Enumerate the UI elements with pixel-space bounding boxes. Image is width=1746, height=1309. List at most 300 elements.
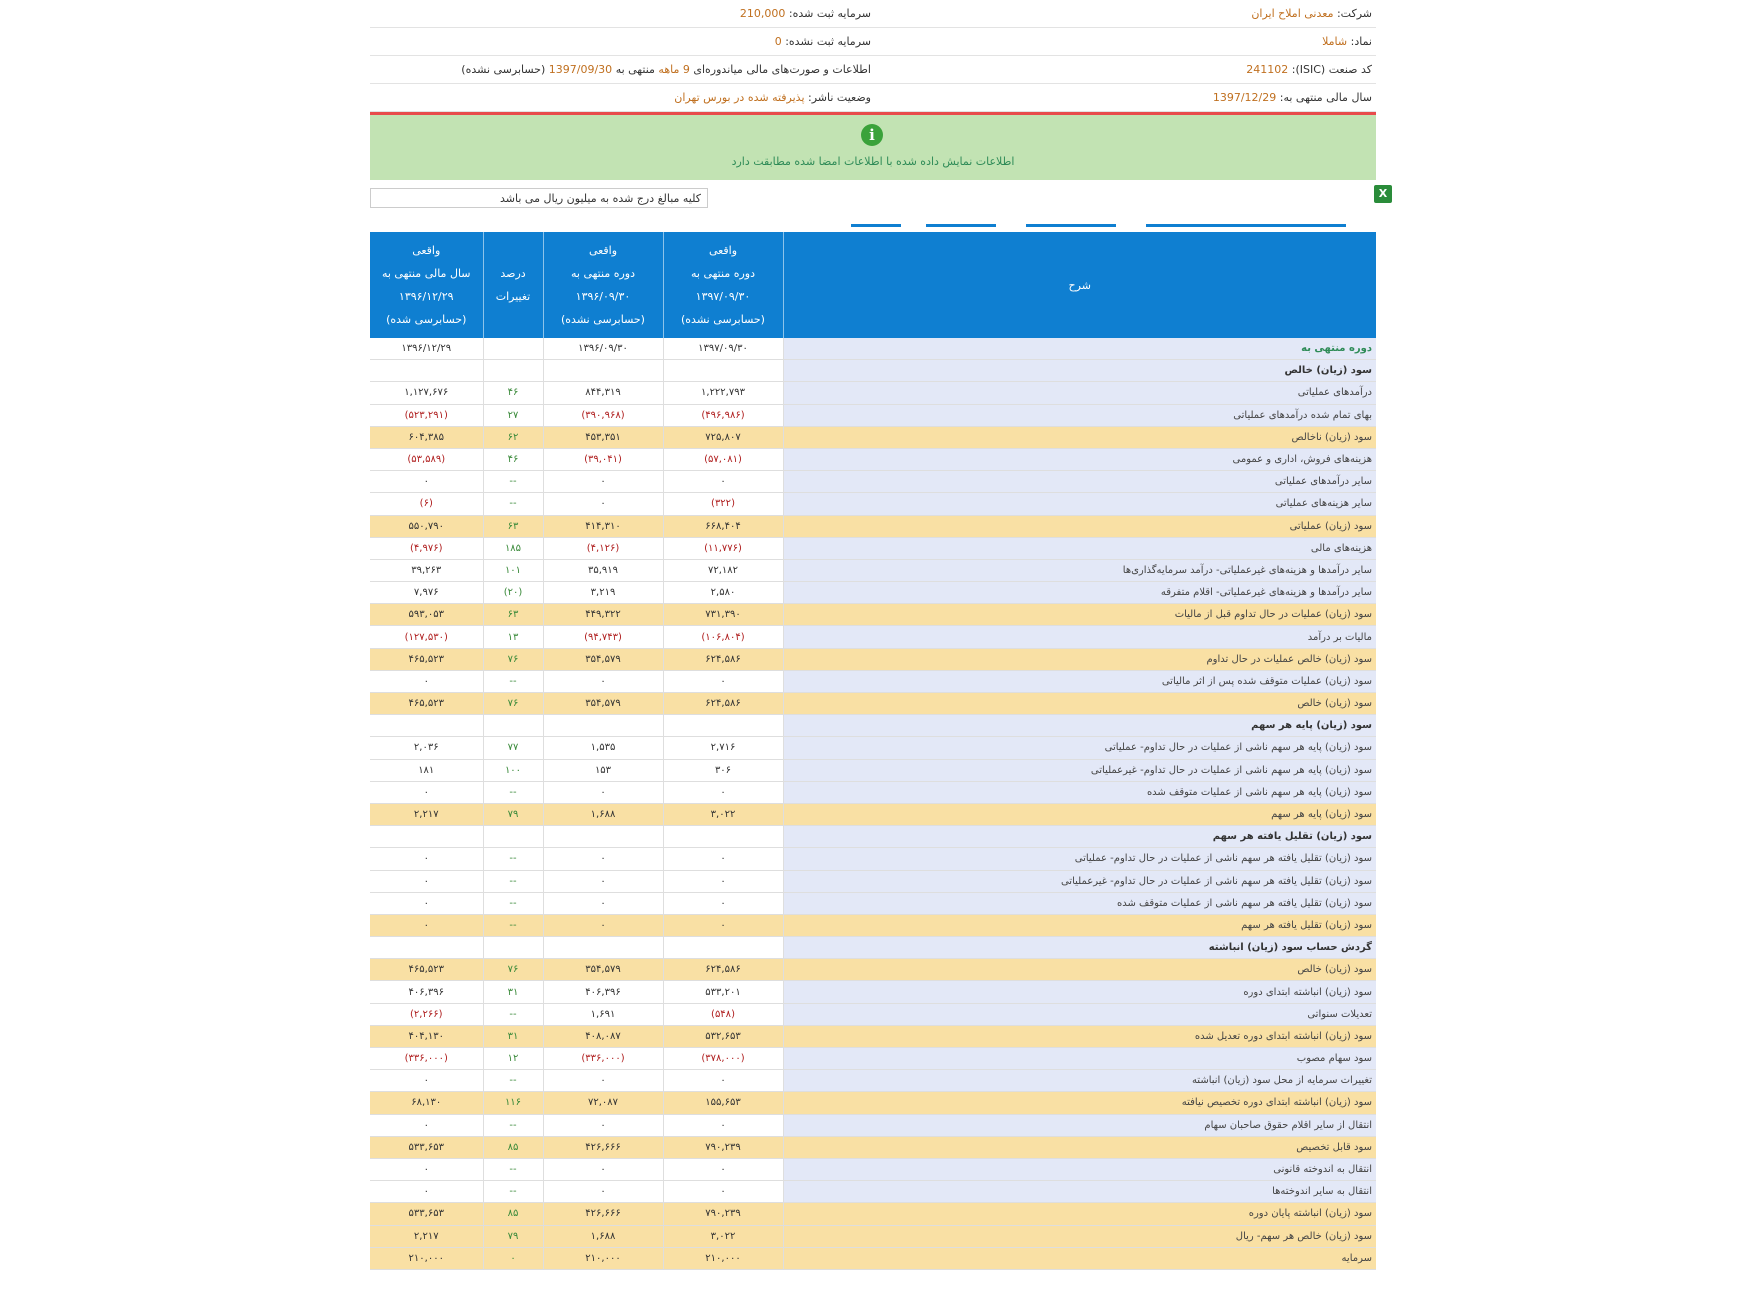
decoration-bar <box>1146 224 1346 227</box>
cell-current-period: ۰ <box>663 848 783 870</box>
cell-prior-period <box>543 937 663 959</box>
row-description: سود (زیان) پایه هر سهم <box>783 715 1376 737</box>
info-row <box>370 0 1376 28</box>
cell-prior-period: (۳۹۰,۹۶۸) <box>543 404 663 426</box>
cell-prior-period: ۲۱۰,۰۰۰ <box>543 1247 663 1269</box>
cell-current-period: ۳,۰۲۲ <box>663 803 783 825</box>
cell-prior-period: ۰ <box>543 848 663 870</box>
table-row <box>370 737 1376 759</box>
unit-note: کلیه مبالغ درج شده به میلیون ریال می باشد <box>370 188 708 208</box>
cell-prior-fiscal-year: ۴۰۴,۱۳۰ <box>370 1025 483 1047</box>
cell-change-percent: ۸۵ <box>483 1203 543 1225</box>
cell-change-percent: ۱۸۵ <box>483 537 543 559</box>
row-description: سود (زیان) انباشته ابتدای دوره تعدیل شده <box>783 1025 1376 1047</box>
cell-current-period: ۷۹۰,۲۳۹ <box>663 1203 783 1225</box>
table-row <box>370 1092 1376 1114</box>
cell-current-period: ۰ <box>663 670 783 692</box>
cell-prior-fiscal-year: ۰ <box>370 1158 483 1180</box>
registered-capital-value: 210,000 <box>739 7 786 20</box>
cell-prior-period: ۰ <box>543 781 663 803</box>
cell-prior-period: ۳,۲۱۹ <box>543 582 663 604</box>
table-row <box>370 715 1376 737</box>
cell-change-percent: -- <box>483 892 543 914</box>
cell-prior-fiscal-year: ۰ <box>370 892 483 914</box>
cell-prior-period: ۱,۶۸۸ <box>543 803 663 825</box>
row-description: سود (زیان) ناخالص <box>783 426 1376 448</box>
cell-prior-period: ۱,۶۸۸ <box>543 1225 663 1247</box>
income-statement-table <box>370 232 1376 1270</box>
cell-current-period: ۰ <box>663 870 783 892</box>
row-description: درآمدهای عملیاتی <box>783 382 1376 404</box>
row-description: گردش حساب سود (زیان) انباشته <box>783 937 1376 959</box>
cell-prior-fiscal-year: ۶۰۴,۳۸۵ <box>370 426 483 448</box>
cell-current-period: (۴۹۶,۹۸۶) <box>663 404 783 426</box>
table-row <box>370 338 1376 360</box>
cell-change-percent: ۷۶ <box>483 648 543 670</box>
report-title-mid: منتهی به <box>615 63 655 76</box>
cell-current-period <box>663 937 783 959</box>
table-row <box>370 670 1376 692</box>
cell-prior-period: ۴۲۶,۶۶۶ <box>543 1203 663 1225</box>
cell-prior-period <box>543 715 663 737</box>
row-description: سایر درآمدهای عملیاتی <box>783 471 1376 493</box>
cell-prior-period: ۰ <box>543 1114 663 1136</box>
table-row <box>370 1136 1376 1158</box>
row-description: انتقال به اندوخته قانونی <box>783 1158 1376 1180</box>
cell-current-period <box>663 715 783 737</box>
row-description: مالیات بر درآمد <box>783 626 1376 648</box>
publisher-status-label: وضعیت ناشر: <box>808 91 871 104</box>
row-description: سود (زیان) انباشته ابتدای دوره <box>783 981 1376 1003</box>
fiscal-year-value: 1397/12/29 <box>1212 91 1277 104</box>
cell-prior-fiscal-year: (۴,۹۷۶) <box>370 537 483 559</box>
cell-prior-period: ۰ <box>543 914 663 936</box>
table-row <box>370 959 1376 981</box>
cell-change-percent: -- <box>483 848 543 870</box>
publisher-status-cell <box>370 84 875 112</box>
row-description: سود قابل تخصیص <box>783 1136 1376 1158</box>
verification-banner <box>370 115 1376 180</box>
row-description: انتقال از سایر اقلام حقوق صاحبان سهام <box>783 1114 1376 1136</box>
table-row <box>370 582 1376 604</box>
cell-change-percent <box>483 360 543 382</box>
table-row <box>370 448 1376 470</box>
table-row <box>370 648 1376 670</box>
cell-prior-fiscal-year: ۵۳۳,۶۵۳ <box>370 1136 483 1158</box>
cell-prior-period: ۱۵۳ <box>543 759 663 781</box>
cell-prior-fiscal-year: ۰ <box>370 1114 483 1136</box>
cell-prior-fiscal-year: ۲,۲۱۷ <box>370 803 483 825</box>
cell-current-period: ۰ <box>663 1114 783 1136</box>
cell-current-period: ۵۳۲,۶۵۳ <box>663 1025 783 1047</box>
cell-current-period: ۰ <box>663 914 783 936</box>
info-row <box>370 28 1376 56</box>
cell-change-percent: ۳۱ <box>483 981 543 1003</box>
row-description: سود (زیان) خالص هر سهم- ریال <box>783 1225 1376 1247</box>
table-body <box>370 338 1376 1269</box>
row-description: سود سهام مصوب <box>783 1048 1376 1070</box>
row-description: سود (زیان) انباشته ابتدای دوره تخصیص نیافته <box>783 1092 1376 1114</box>
row-description: سود (زیان) عملیات در حال تداوم قبل از مالیات <box>783 604 1376 626</box>
cell-prior-period: ۰ <box>543 1158 663 1180</box>
row-description: سود (زیان) تقلیل یافته هر سهم ناشی از عملیات در حال تداوم- غیرعملیاتی <box>783 870 1376 892</box>
cell-prior-fiscal-year: ۴۶۵,۵۲۳ <box>370 959 483 981</box>
table-row <box>370 1070 1376 1092</box>
cell-prior-fiscal-year: ۱,۱۲۷,۶۷۶ <box>370 382 483 404</box>
cell-change-percent: -- <box>483 781 543 803</box>
cell-current-period: ۰ <box>663 1158 783 1180</box>
cell-current-period: ۷۹۰,۲۳۹ <box>663 1136 783 1158</box>
report-months: 9 ماهه <box>658 63 690 76</box>
table-row <box>370 515 1376 537</box>
decoration-bar <box>926 224 996 227</box>
cell-change-percent: -- <box>483 493 543 515</box>
cell-prior-fiscal-year <box>370 826 483 848</box>
cell-current-period: ۰ <box>663 1070 783 1092</box>
cell-prior-fiscal-year: ۰ <box>370 1181 483 1203</box>
row-description: سود (زیان) خالص <box>783 959 1376 981</box>
info-icon: i <box>861 124 883 146</box>
row-description: سایر هزینه‌های عملیاتی <box>783 493 1376 515</box>
table-row <box>370 937 1376 959</box>
cell-prior-period: ۴۲۶,۶۶۶ <box>543 1136 663 1158</box>
cell-prior-fiscal-year: ۵۹۳,۰۵۳ <box>370 604 483 626</box>
cell-prior-fiscal-year: ۰ <box>370 848 483 870</box>
table-row <box>370 626 1376 648</box>
row-description: سایر درآمدها و هزینه‌های غیرعملیاتی- درآمد سرمایه‌گذاری‌ها <box>783 559 1376 581</box>
cell-prior-period: ۴۰۶,۳۹۶ <box>543 981 663 1003</box>
cell-prior-period: ۳۵۴,۵۷۹ <box>543 959 663 981</box>
table-row <box>370 404 1376 426</box>
info-row <box>370 56 1376 84</box>
cell-change-percent: ۰ <box>483 1247 543 1269</box>
table-row <box>370 1181 1376 1203</box>
row-description: سود (زیان) پایه هر سهم ناشی از عملیات در حال تداوم- غیرعملیاتی <box>783 759 1376 781</box>
cell-current-period: ۳۰۶ <box>663 759 783 781</box>
row-description: سود (زیان) خالص <box>783 360 1376 382</box>
cell-change-percent: -- <box>483 1114 543 1136</box>
table-row <box>370 382 1376 404</box>
table-header-row <box>370 232 1376 338</box>
cell-change-percent: ۱۰۰ <box>483 759 543 781</box>
company-info-table <box>370 0 1376 112</box>
row-description: سود (زیان) تقلیل یافته هر سهم <box>783 914 1376 936</box>
cell-current-period: ۱۳۹۷/۰۹/۳۰ <box>663 338 783 360</box>
cell-change-percent <box>483 937 543 959</box>
table-row <box>370 981 1376 1003</box>
fiscal-year-label: سال مالی منتهی به: <box>1279 91 1372 104</box>
cell-change-percent <box>483 715 543 737</box>
cell-current-period: ۵۳۳,۲۰۱ <box>663 981 783 1003</box>
cell-change-percent: -- <box>483 1003 543 1025</box>
header-current-period: واقعی دوره منتهی به ۱۳۹۷/۰۹/۳۰ (حسابرسی نشده) <box>663 232 783 338</box>
cell-prior-fiscal-year: ۰ <box>370 870 483 892</box>
symbol-value[interactable]: شاملا <box>1322 35 1348 48</box>
row-description: سود (زیان) پایه هر سهم <box>783 803 1376 825</box>
table-row <box>370 559 1376 581</box>
cell-prior-fiscal-year: (۶) <box>370 493 483 515</box>
cell-prior-fiscal-year <box>370 715 483 737</box>
cell-change-percent: ۷۹ <box>483 1225 543 1247</box>
cell-current-period: ۶۶۸,۴۰۴ <box>663 515 783 537</box>
cell-prior-period: ۴۰۸,۰۸۷ <box>543 1025 663 1047</box>
cell-prior-fiscal-year <box>370 360 483 382</box>
cell-current-period: (۱۰۶,۸۰۴) <box>663 626 783 648</box>
cell-current-period: (۳۲۲) <box>663 493 783 515</box>
cell-current-period: (۱۱,۷۷۶) <box>663 537 783 559</box>
cell-current-period: ۶۲۴,۵۸۶ <box>663 693 783 715</box>
cell-prior-fiscal-year: ۰ <box>370 1070 483 1092</box>
table-row <box>370 1225 1376 1247</box>
cell-prior-period: ۰ <box>543 870 663 892</box>
table-row <box>370 693 1376 715</box>
cell-change-percent: ۱۳ <box>483 626 543 648</box>
cell-prior-fiscal-year: (۲,۲۶۶) <box>370 1003 483 1025</box>
row-description: هزینه‌های مالی <box>783 537 1376 559</box>
row-description: سرمایه <box>783 1247 1376 1269</box>
cell-change-percent: -- <box>483 471 543 493</box>
cell-change-percent: -- <box>483 670 543 692</box>
table-row <box>370 826 1376 848</box>
cell-current-period: ۱,۲۲۲,۷۹۳ <box>663 382 783 404</box>
table-row <box>370 537 1376 559</box>
decoration-bar <box>1026 224 1116 227</box>
cell-change-percent: (۲۰) <box>483 582 543 604</box>
cell-current-period: (۵۴۸) <box>663 1003 783 1025</box>
cell-prior-fiscal-year: (۱۲۷,۵۳۰) <box>370 626 483 648</box>
cell-current-period: ۰ <box>663 781 783 803</box>
cell-change-percent: -- <box>483 1158 543 1180</box>
cell-current-period: ۲۱۰,۰۰۰ <box>663 1247 783 1269</box>
cell-prior-period: ۱,۶۹۱ <box>543 1003 663 1025</box>
cell-current-period <box>663 826 783 848</box>
cell-prior-fiscal-year: ۴۶۵,۵۲۳ <box>370 693 483 715</box>
cell-prior-fiscal-year: ۳۹,۲۶۳ <box>370 559 483 581</box>
cell-prior-fiscal-year: ۰ <box>370 781 483 803</box>
cell-current-period <box>663 360 783 382</box>
symbol-cell <box>875 28 1376 56</box>
table-row <box>370 781 1376 803</box>
cell-prior-period: ۰ <box>543 892 663 914</box>
decoration-bar <box>851 224 901 227</box>
cell-current-period: ۷۲,۱۸۲ <box>663 559 783 581</box>
cell-change-percent: ۷۶ <box>483 693 543 715</box>
cell-current-period: ۰ <box>663 892 783 914</box>
table-row <box>370 604 1376 626</box>
table-row <box>370 1247 1376 1269</box>
table-row <box>370 1203 1376 1225</box>
cell-prior-period: ۰ <box>543 471 663 493</box>
cell-prior-fiscal-year: ۲۱۰,۰۰۰ <box>370 1247 483 1269</box>
fiscal-year-cell <box>875 84 1376 112</box>
row-description: سود (زیان) پایه هر سهم ناشی از عملیات در حال تداوم- عملیاتی <box>783 737 1376 759</box>
report-title-post: (حسابرسی نشده) <box>461 63 546 76</box>
report-title-cell <box>370 56 875 84</box>
isic-label: کد صنعت (ISIC): <box>1291 63 1372 76</box>
cell-change-percent: ۶۳ <box>483 604 543 626</box>
cell-prior-fiscal-year: (۵۲۳,۲۹۱) <box>370 404 483 426</box>
table-row <box>370 493 1376 515</box>
unregistered-capital-value: 0 <box>774 35 782 48</box>
verification-message: اطلاعات نمایش داده شده با اطلاعات امضا شده مطابقت دارد <box>731 155 1015 168</box>
cell-prior-fiscal-year: ۵۳۳,۶۵۳ <box>370 1203 483 1225</box>
row-description: سود (زیان) تقلیل یافته هر سهم ناشی از عملیات متوقف شده <box>783 892 1376 914</box>
cell-prior-period: ۰ <box>543 493 663 515</box>
toolbar <box>370 180 1388 232</box>
cell-change-percent: ۱۱۶ <box>483 1092 543 1114</box>
cell-current-period: ۲,۵۸۰ <box>663 582 783 604</box>
cell-change-percent: ۷۹ <box>483 803 543 825</box>
cell-prior-period <box>543 826 663 848</box>
cell-change-percent: ۳۱ <box>483 1025 543 1047</box>
row-description: سود (زیان) عملیات متوقف شده پس از اثر مالیاتی <box>783 670 1376 692</box>
cell-change-percent: ۱۲ <box>483 1048 543 1070</box>
cell-prior-period: ۷۲,۰۸۷ <box>543 1092 663 1114</box>
cell-prior-fiscal-year: ۰ <box>370 914 483 936</box>
row-description: سایر درآمدها و هزینه‌های غیرعملیاتی- اقلام متفرقه <box>783 582 1376 604</box>
cell-current-period: ۳,۰۲۲ <box>663 1225 783 1247</box>
cell-prior-fiscal-year: ۰ <box>370 471 483 493</box>
table-row <box>370 360 1376 382</box>
registered-capital-label: سرمایه ثبت شده: <box>788 7 871 20</box>
header-prior-period: واقعی دوره منتهی به ۱۳۹۶/۰۹/۳۰ (حسابرسی نشده) <box>543 232 663 338</box>
cell-change-percent: ۴۶ <box>483 448 543 470</box>
cell-prior-fiscal-year: (۳۳۶,۰۰۰) <box>370 1048 483 1070</box>
cell-current-period: ۷۲۵,۸۰۷ <box>663 426 783 448</box>
table-row <box>370 1114 1376 1136</box>
row-description: سود (زیان) تقلیل یافته هر سهم <box>783 826 1376 848</box>
cell-current-period: ۶۲۴,۵۸۶ <box>663 959 783 981</box>
cell-prior-period: ۳۵۴,۵۷۹ <box>543 648 663 670</box>
table-row <box>370 1048 1376 1070</box>
row-description: تعدیلات سنواتی <box>783 1003 1376 1025</box>
cell-prior-fiscal-year: ۵۵۰,۷۹۰ <box>370 515 483 537</box>
cell-prior-fiscal-year: ۰ <box>370 670 483 692</box>
company-value: معدنی املاح ایران <box>1251 7 1334 20</box>
row-description: انتقال به سایر اندوخته‌ها <box>783 1181 1376 1203</box>
cell-current-period: ۰ <box>663 1181 783 1203</box>
registered-capital-cell <box>370 0 875 28</box>
company-cell <box>875 0 1376 28</box>
cell-prior-fiscal-year: ۶۸,۱۳۰ <box>370 1092 483 1114</box>
table-row <box>370 759 1376 781</box>
cell-prior-fiscal-year: ۷,۹۷۶ <box>370 582 483 604</box>
row-description: سود (زیان) پایه هر سهم ناشی از عملیات متوقف شده <box>783 781 1376 803</box>
table-row <box>370 471 1376 493</box>
cell-prior-fiscal-year: ۲,۰۳۶ <box>370 737 483 759</box>
row-description: هزینه‌های فروش، اداری و عمومی <box>783 448 1376 470</box>
cell-current-period: ۲,۷۱۶ <box>663 737 783 759</box>
cell-prior-period <box>543 360 663 382</box>
cell-prior-period: ۴۴۹,۳۲۲ <box>543 604 663 626</box>
cell-prior-period: ۸۴۴,۳۱۹ <box>543 382 663 404</box>
row-description: سود (زیان) خالص عملیات در حال تداوم <box>783 648 1376 670</box>
cell-prior-period: ۴۵۳,۳۵۱ <box>543 426 663 448</box>
cell-current-period: ۷۳۱,۳۹۰ <box>663 604 783 626</box>
cell-prior-period: ۳۵,۹۱۹ <box>543 559 663 581</box>
table-row <box>370 848 1376 870</box>
cell-prior-period: (۳۳۶,۰۰۰) <box>543 1048 663 1070</box>
cell-change-percent: ۸۵ <box>483 1136 543 1158</box>
cell-prior-period: (۴,۱۲۶) <box>543 537 663 559</box>
cell-prior-fiscal-year: ۴۶۵,۵۲۳ <box>370 648 483 670</box>
cell-prior-period: ۰ <box>543 670 663 692</box>
excel-export-icon[interactable]: X <box>1374 185 1392 203</box>
row-description: دوره منتهی به <box>783 338 1376 360</box>
report-page <box>370 0 1388 1270</box>
cell-prior-fiscal-year: ۱۳۹۶/۱۲/۲۹ <box>370 338 483 360</box>
cell-change-percent: ۷۷ <box>483 737 543 759</box>
cell-change-percent: -- <box>483 1070 543 1092</box>
row-description: تغییرات سرمایه از محل سود (زیان) انباشته <box>783 1070 1376 1092</box>
cell-prior-fiscal-year: (۵۳,۵۸۹) <box>370 448 483 470</box>
cell-current-period: (۵۷,۰۸۱) <box>663 448 783 470</box>
cell-prior-fiscal-year <box>370 937 483 959</box>
cell-prior-fiscal-year: ۴۰۶,۳۹۶ <box>370 981 483 1003</box>
report-title-pre: اطلاعات و صورت‌های مالی میاندوره‌ای <box>693 63 871 76</box>
cell-prior-fiscal-year: ۲,۲۱۷ <box>370 1225 483 1247</box>
cell-change-percent: ۶۲ <box>483 426 543 448</box>
isic-cell <box>875 56 1376 84</box>
cell-change-percent: -- <box>483 914 543 936</box>
isic-value: 241102 <box>1246 63 1289 76</box>
row-description: بهای تمام شده درآمدهای عملیاتی <box>783 404 1376 426</box>
cell-prior-period: ۳۵۴,۵۷۹ <box>543 693 663 715</box>
row-description: سود (زیان) تقلیل یافته هر سهم ناشی از عملیات در حال تداوم- عملیاتی <box>783 848 1376 870</box>
row-description: سود (زیان) خالص <box>783 693 1376 715</box>
unregistered-capital-label: سرمایه ثبت نشده: <box>785 35 871 48</box>
table-row <box>370 914 1376 936</box>
cell-current-period: (۳۷۸,۰۰۰) <box>663 1048 783 1070</box>
row-description: سود (زیان) عملیاتی <box>783 515 1376 537</box>
table-row <box>370 426 1376 448</box>
cell-prior-period: ۰ <box>543 1181 663 1203</box>
publisher-status-value: پذیرفته شده در بورس تهران <box>674 91 805 104</box>
cell-current-period: ۶۲۴,۵۸۶ <box>663 648 783 670</box>
table-row <box>370 1158 1376 1180</box>
cell-change-percent: ۲۷ <box>483 404 543 426</box>
row-description: سود (زیان) انباشته پایان دوره <box>783 1203 1376 1225</box>
cell-prior-period: (۹۴,۷۴۳) <box>543 626 663 648</box>
cell-change-percent <box>483 826 543 848</box>
table-row <box>370 1025 1376 1047</box>
company-label: شرکت: <box>1336 7 1372 20</box>
cell-change-percent: -- <box>483 870 543 892</box>
header-description: شرح <box>783 232 1376 338</box>
report-date: 1397/09/30 <box>548 63 613 76</box>
table-row <box>370 892 1376 914</box>
table-row <box>370 870 1376 892</box>
info-row <box>370 84 1376 112</box>
unregistered-capital-cell <box>370 28 875 56</box>
cell-prior-period: ۰ <box>543 1070 663 1092</box>
table-row <box>370 1003 1376 1025</box>
cell-prior-period: (۳۹,۰۴۱) <box>543 448 663 470</box>
cell-change-percent <box>483 338 543 360</box>
cell-change-percent: ۶۳ <box>483 515 543 537</box>
header-change-percent: درصد تغییرات <box>483 232 543 338</box>
symbol-label: نماد: <box>1350 35 1372 48</box>
cell-current-period: ۱۵۵,۶۵۳ <box>663 1092 783 1114</box>
header-prior-fiscal-year: واقعی سال مالی منتهی به ۱۳۹۶/۱۲/۲۹ (حسابرسی شده) <box>370 232 483 338</box>
cell-prior-fiscal-year: ۱۸۱ <box>370 759 483 781</box>
cell-current-period: ۰ <box>663 471 783 493</box>
cell-prior-period: ۴۱۴,۳۱۰ <box>543 515 663 537</box>
cell-prior-period: ۱۳۹۶/۰۹/۳۰ <box>543 338 663 360</box>
table-row <box>370 803 1376 825</box>
cell-change-percent: ۴۶ <box>483 382 543 404</box>
cell-change-percent: ۱۰۱ <box>483 559 543 581</box>
